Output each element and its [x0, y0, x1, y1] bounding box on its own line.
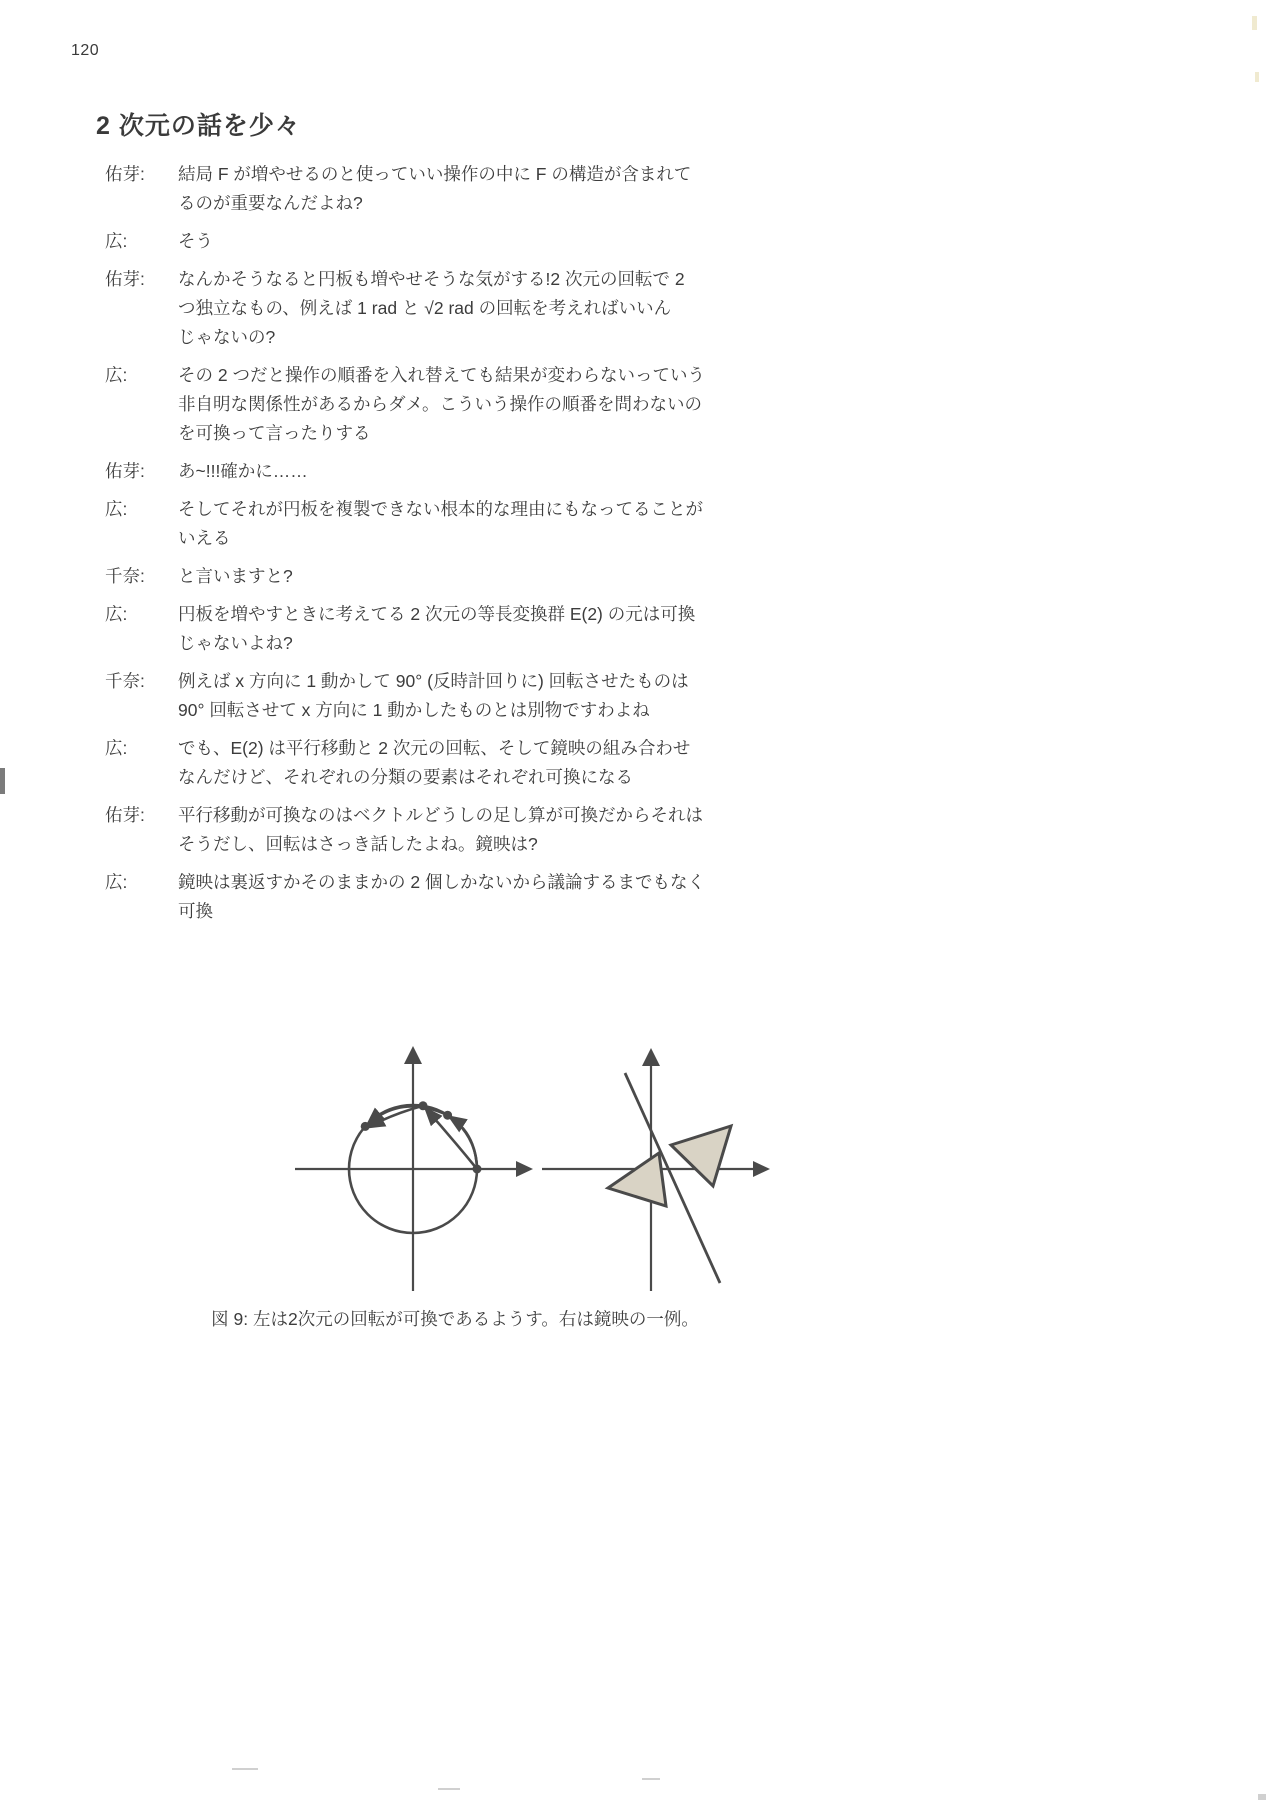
dialogue-line: いえる: [178, 528, 231, 548]
speaker-label: 広:: [105, 872, 128, 892]
dialogue-line: 結局 F が増やせるのと使っていい操作の中に F の構造が含まれて: [178, 164, 692, 184]
speaker-label: 佑芽:: [105, 461, 145, 481]
dialogue-line: じゃないよね?: [178, 633, 293, 653]
speaker-label: 千奈:: [105, 671, 145, 691]
dialogue-entry: [105, 361, 821, 448]
section-heading: 2 次元の話を少々: [96, 112, 301, 140]
dialogue-entry: [105, 160, 821, 218]
dialogue-entry: [105, 227, 821, 256]
dialogue-entry: [105, 265, 821, 352]
dialogue-entry: [105, 457, 821, 486]
figure-diagrams: [280, 1038, 800, 1293]
dialogue-text: [178, 868, 821, 926]
dialogue-line: なんだけど、それぞれの分類の要素はそれぞれ可換になる: [178, 767, 633, 787]
dialogue-text: [178, 227, 821, 256]
dialogue-text: [178, 265, 821, 352]
figure-caption: 図 9: 左は2次元の回転が可換であるようす。右は鏡映の一例。: [211, 1309, 699, 1329]
dialogue-entry: [105, 600, 821, 658]
scan-artifact: [232, 1768, 258, 1770]
dialogue-line: その 2 つだと操作の順番を入れ替えても結果が変わらないっていう: [178, 365, 705, 385]
speaker-label: 佑芽:: [105, 164, 145, 184]
dialogue-text: [178, 361, 821, 448]
point-root2rad: [419, 1101, 428, 1110]
page-number: 120: [71, 42, 100, 59]
rotation-diagram: [295, 1046, 533, 1291]
y-axis-arrow-icon: [642, 1048, 660, 1066]
scan-artifact: [438, 1788, 460, 1790]
speaker-label: 広:: [105, 499, 128, 519]
speaker-label: 広:: [105, 604, 128, 624]
dialogue-entry: [105, 801, 821, 859]
dialogue-entry: [105, 734, 821, 792]
dialogue-block: [105, 160, 821, 935]
speaker-label: 広:: [105, 231, 128, 251]
dialogue-line: そうだし、回転はさっき話したよね。鏡映は?: [178, 834, 538, 854]
x-axis-arrow-icon: [753, 1161, 770, 1177]
dialogue-line: つ独立なもの、例えば 1 rad と √2 rad の回転を考えればいいん: [178, 298, 672, 318]
dialogue-line: 例えば x 方向に 1 動かして 90° (反時計回りに) 回転させたものは: [178, 671, 689, 691]
dialogue-text: [178, 562, 821, 591]
triangle-original: [608, 1153, 666, 1206]
dialogue-line: でも、E(2) は平行移動と 2 次元の回転、そして鏡映の組み合わせ: [178, 738, 691, 758]
figure-9: [280, 1038, 800, 1298]
point-1rad: [443, 1111, 452, 1120]
speaker-label: 広:: [105, 738, 128, 758]
dialogue-line: そう: [178, 231, 213, 251]
dialogue-text: [178, 495, 821, 553]
dialogue-entry: [105, 562, 821, 591]
dialogue-line: と言いますと?: [178, 566, 293, 586]
dialogue-entry: [105, 868, 821, 926]
reflection-diagram: [542, 1048, 770, 1291]
dialogue-line: 90° 回転させて x 方向に 1 動かしたものとは別物ですわよね: [178, 700, 650, 720]
dialogue-line: を可換って言ったりする: [178, 423, 371, 443]
dialogue-line: 平行移動が可換なのはベクトルどうしの足し算が可換だからそれは: [178, 805, 703, 825]
dialogue-text: [178, 667, 821, 725]
scan-artifact: [0, 768, 5, 794]
speaker-label: 千奈:: [105, 566, 145, 586]
speaker-label: 佑芽:: [105, 269, 145, 289]
dialogue-text: [178, 600, 821, 658]
point-sum: [361, 1122, 370, 1131]
dialogue-text: [178, 160, 821, 218]
speaker-label: 佑芽:: [105, 805, 145, 825]
dialogue-entry: [105, 495, 821, 553]
x-axis-arrow-icon: [516, 1161, 533, 1177]
scan-artifact: [1255, 72, 1259, 82]
scan-artifact: [1252, 16, 1257, 30]
dialogue-text: [178, 801, 821, 859]
point-start: [473, 1165, 482, 1174]
dialogue-text: [178, 457, 821, 486]
dialogue-line: るのが重要なんだよね?: [178, 193, 363, 213]
dialogue-line: あ~!!!確かに……: [178, 461, 308, 481]
dialogue-text: [178, 734, 821, 792]
dialogue-line: 可換: [178, 901, 213, 921]
dialogue-entry: [105, 667, 821, 725]
triangle-reflected: [671, 1126, 731, 1186]
dialogue-line: なんかそうなると円板も増やせそうな気がする!2 次元の回転で 2: [178, 269, 685, 289]
scan-artifact: [1258, 1794, 1266, 1800]
dialogue-line: 鏡映は裏返すかそのままかの 2 個しかないから議論するまでもなく: [178, 872, 705, 892]
dialogue-line: そしてそれが円板を複製できない根本的な理由にもなってることが: [178, 499, 703, 519]
dialogue-line: 非自明な関係性があるからダメ。こういう操作の順番を問わないの: [178, 394, 702, 414]
dialogue-line: じゃないの?: [178, 327, 276, 347]
dialogue-line: 円板を増やすときに考えてる 2 次元の等長変換群 E(2) の元は可換: [178, 604, 696, 624]
speaker-label: 広:: [105, 365, 128, 385]
y-axis-arrow-icon: [404, 1046, 422, 1064]
scan-artifact: [642, 1778, 660, 1780]
